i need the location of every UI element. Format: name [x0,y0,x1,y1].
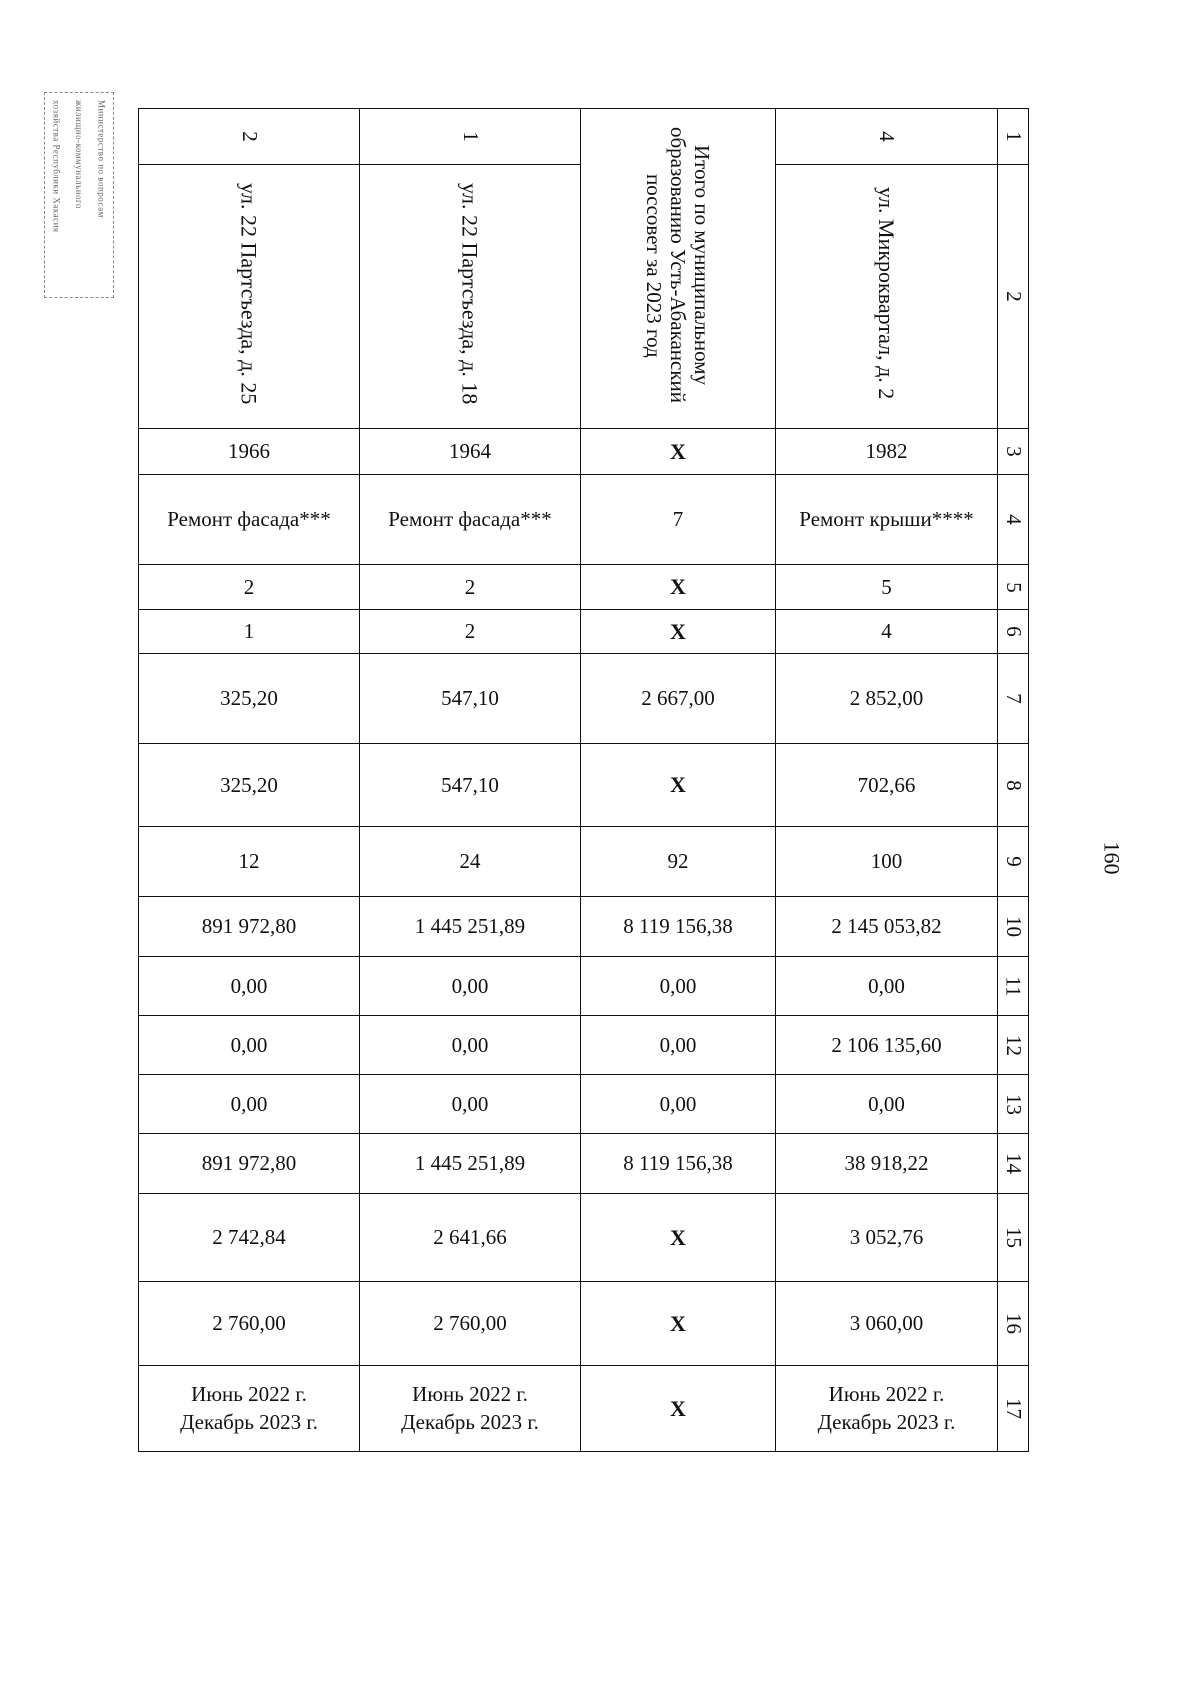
table-cell: X [581,744,776,827]
table-cell: 100 [776,827,998,897]
table-cell: Ремонт крыши**** [776,475,998,565]
table-cell: 7 [581,475,776,565]
stamp-line: жилищно-коммунального [73,100,84,209]
column-index-cell: 10 [998,897,1029,957]
table-row [139,827,1029,897]
table-cell: 702,66 [776,744,998,827]
table-cell [360,1366,581,1452]
table-row [139,429,1029,475]
table-cell: 2 641,66 [360,1194,581,1282]
table-cell: 547,10 [360,744,581,827]
period-end: Декабрь 2023 г. [401,1409,539,1434]
table-cell: X [581,610,776,654]
table-row [139,897,1029,957]
table-row [139,1134,1029,1194]
table-row [139,1075,1029,1134]
table-row [139,1366,1029,1452]
table-cell: 1966 [139,429,360,475]
table-row [139,957,1029,1016]
table-cell: 0,00 [581,1075,776,1134]
table-cell: 3 052,76 [776,1194,998,1282]
table-cell: 0,00 [139,1075,360,1134]
table-row [139,1194,1029,1282]
table-cell: 0,00 [139,1016,360,1075]
column-index-cell: 9 [998,827,1029,897]
table-cell: X [581,1366,776,1452]
table-cell: 8 119 156,38 [581,897,776,957]
table-cell: 0,00 [360,1016,581,1075]
table-cell: 2 742,84 [139,1194,360,1282]
column-index-cell: 16 [998,1282,1029,1366]
column-index-cell: 2 [998,165,1029,429]
period-start: Июнь 2022 г. [191,1382,307,1407]
period-end: Декабрь 2023 г. [817,1409,956,1434]
header-address-cell: ул. 22 Партсъезда, д. 25 [139,165,360,429]
table-cell: X [581,565,776,610]
table-cell: 0,00 [581,1016,776,1075]
header-number-cell: 4 [776,109,998,165]
column-index-cell: 17 [998,1366,1029,1452]
table-cell: 2 760,00 [360,1282,581,1366]
table-cell: 0,00 [776,1075,998,1134]
table-cell: 2 [360,565,581,610]
table-row [139,654,1029,744]
column-index-cell: 4 [998,475,1029,565]
table-cell: 2 667,00 [581,654,776,744]
header-number-cell: 1 [360,109,581,165]
stamp [44,92,114,298]
table-cell: 1964 [360,429,581,475]
table-row [139,1016,1029,1075]
table-cell: 4 [776,610,998,654]
table-cell: 2 [139,565,360,610]
period-end: Декабрь 2023 г. [180,1409,318,1434]
table-cell: X [581,429,776,475]
table-cell: Ремонт фасада*** [360,475,581,565]
header-address-cell: ул. 22 Партсъезда, д. 18 [360,165,581,429]
table-cell: 0,00 [139,957,360,1016]
table-cell: 3 060,00 [776,1282,998,1366]
table-row [139,475,1029,565]
table-cell: 24 [360,827,581,897]
table-cell: 891 972,80 [139,1134,360,1194]
column-index-cell: 6 [998,610,1029,654]
header-address-cell: ул. Микроквартал, д. 2 [776,165,998,429]
table-cell: 1 [139,610,360,654]
table-cell: 8 119 156,38 [581,1134,776,1194]
column-index-cell: 15 [998,1194,1029,1282]
table-row [139,1282,1029,1366]
table-cell: 1 445 251,89 [360,897,581,957]
table-cell: 2 106 135,60 [776,1016,998,1075]
table-cell: X [581,1282,776,1366]
table-cell: 92 [581,827,776,897]
table-cell: 891 972,80 [139,897,360,957]
column-index-cell: 14 [998,1134,1029,1194]
table-cell: 38 918,22 [776,1134,998,1194]
table-cell: 325,20 [139,744,360,827]
table-cell: 1982 [776,429,998,475]
column-index-cell: 7 [998,654,1029,744]
stamp-line: хозяйства Республики Хакасия [51,100,62,233]
table-cell: 325,20 [139,654,360,744]
header-number-cell: 2 [139,109,360,165]
data-table [138,108,1029,1452]
table-row [139,565,1029,610]
table-cell: 2 [360,610,581,654]
stamp-line: Министерство по вопросам [96,100,107,218]
table-cell: 0,00 [776,957,998,1016]
table-cell: 5 [776,565,998,610]
table-cell: 2 852,00 [776,654,998,744]
table-row [139,610,1029,654]
table-cell [776,1366,998,1452]
table-cell: 1 445 251,89 [360,1134,581,1194]
period-start: Июнь 2022 г. [828,1382,945,1407]
column-index-cell: 8 [998,744,1029,827]
table-cell: 2 145 053,82 [776,897,998,957]
header-total-cell: Итого по муниципальному образованию Усть-Абаканский поссовет за 2023 год [581,109,776,429]
column-index-cell: 11 [998,957,1029,1016]
column-index-cell: 1 [998,109,1029,165]
column-index-cell: 5 [998,565,1029,610]
table-cell [139,1366,360,1452]
table-cell: X [581,1194,776,1282]
table-cell: Ремонт фасада*** [139,475,360,565]
header-number-row [139,109,1029,165]
table-cell: 2 760,00 [139,1282,360,1366]
column-index-cell: 12 [998,1016,1029,1075]
period-start: Июнь 2022 г. [412,1382,528,1407]
table-cell: 12 [139,827,360,897]
table-cell: 0,00 [581,957,776,1016]
table-row [139,744,1029,827]
table-cell: 0,00 [360,957,581,1016]
column-index-cell: 3 [998,429,1029,475]
page-number: 160 [1099,841,1125,875]
table-cell: 0,00 [360,1075,581,1134]
column-index-cell: 13 [998,1075,1029,1134]
table-cell: 547,10 [360,654,581,744]
